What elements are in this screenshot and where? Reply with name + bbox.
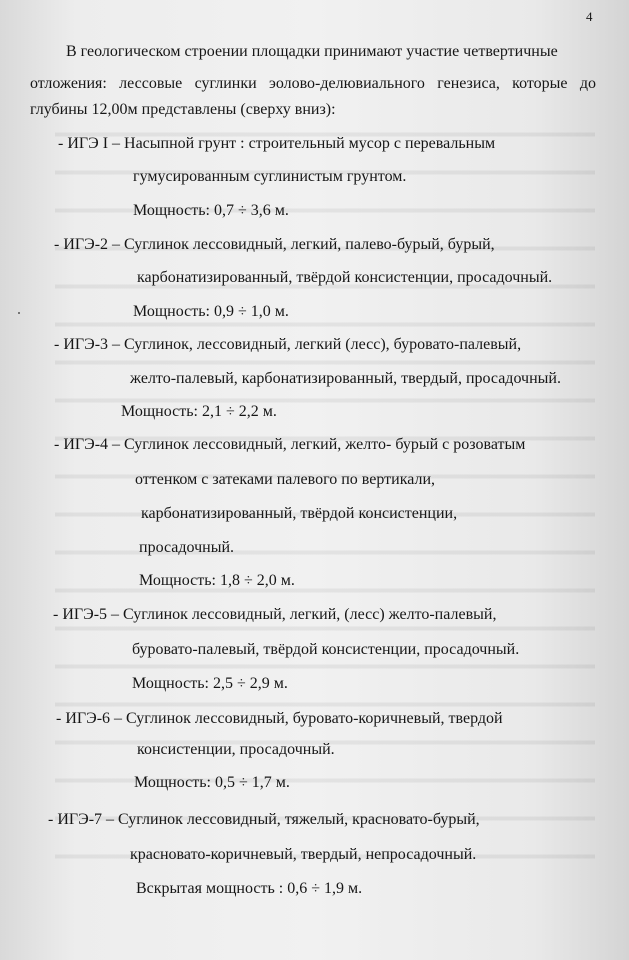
layer-heading: - ИГЭ I – Насыпной грунт : строительный мусор с перевальным (58, 135, 496, 152)
layer-heading: - ИГЭ-7 – Суглинок лессовидный, тяжелый, красновато-бурый, (48, 811, 480, 828)
layer-description: красновато-коричневый, твердый, непросадочный. (130, 846, 477, 863)
intro-line: глубины 12,00м представлены (сверху вниз): (30, 101, 336, 118)
layer-thickness: Вскрытая мощность : 0,6 ÷ 1,9 м. (136, 880, 363, 897)
layer-thickness: Мощность: 2,5 ÷ 2,9 м. (132, 675, 288, 692)
layer-heading: - ИГЭ-3 – Суглинок, лессовидный, легкий (лесс), буровато-палевый, (54, 336, 522, 353)
layer-description: оттенком с затеками палевого по вертикали, (135, 471, 436, 488)
layer-description: карбонатизированный, твёрдой консистенции, просадочный. (137, 269, 553, 286)
layer-thickness: Мощность: 1,8 ÷ 2,0 м. (139, 572, 295, 589)
layer-thickness: Мощность: 0,5 ÷ 1,7 м. (134, 774, 290, 791)
layer-description: просадочный. (139, 539, 235, 556)
layer-thickness: Мощность: 0,9 ÷ 1,0 м. (133, 303, 289, 320)
layer-description: желто-палевый, карбонатизированный, твердый, просадочный. (130, 370, 561, 387)
layer-thickness: Мощность: 2,1 ÷ 2,2 м. (121, 403, 277, 420)
layer-description: консистенции, просадочный. (137, 741, 335, 758)
layer-heading: - ИГЭ-4 – Суглинок лессовидный, легкий, желто- бурый с розоватым (54, 436, 526, 453)
layer-heading: - ИГЭ-6 – Суглинок лессовидный, буровато-коричневый, твердой (56, 710, 503, 727)
layer-heading: - ИГЭ-2 – Суглинок лессовидный, легкий, палево-бурый, бурый, (54, 236, 495, 253)
scan-speck (18, 312, 20, 314)
layer-description: карбонатизированный, твёрдой консистенции, (141, 505, 458, 522)
page-number: 4 (586, 9, 593, 24)
layer-heading: - ИГЭ-5 – Суглинок лессовидный, легкий, (лесс) желто-палевый, (53, 606, 497, 623)
layer-description: гумусированным суглинистым грунтом. (133, 168, 407, 185)
intro-line: В геологическом строении площадки принимают участие четвертичные (66, 43, 558, 60)
layer-description: буровато-палевый, твёрдой консистенции, просадочный. (132, 641, 520, 658)
intro-line: отложения: лессовые суглинки эолово-делювиального генезиса, которые до (30, 75, 596, 92)
layer-thickness: Мощность: 0,7 ÷ 3,6 м. (133, 202, 289, 219)
